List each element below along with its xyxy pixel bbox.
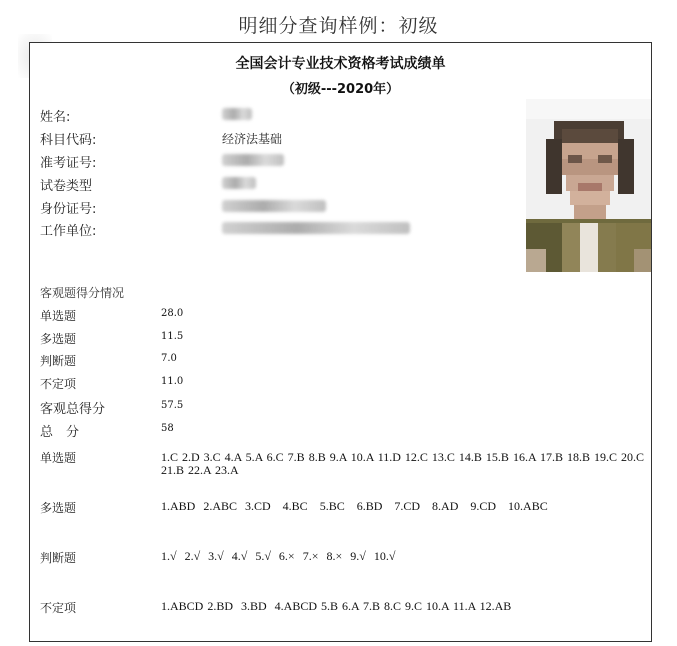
score-value: 28.0 bbox=[161, 308, 184, 319]
subject-code-value: 经济法基础 bbox=[222, 132, 283, 146]
score-value: 57.5 bbox=[161, 400, 184, 411]
paper-type-label: 试卷类型 bbox=[40, 179, 93, 194]
score-value: 7.0 bbox=[161, 353, 177, 364]
score-value: 11.5 bbox=[161, 331, 184, 342]
report-subtitle: （初级---2020年） bbox=[281, 82, 400, 97]
name-label: 姓名: bbox=[40, 110, 71, 125]
answer-value: 1.ABD 2.ABC 3.CD 4.BC 5.BC 6.BD 7.CD 8.AD 9.CD 10.ABC bbox=[161, 499, 548, 513]
employer-redacted bbox=[222, 222, 410, 234]
id-no-redacted bbox=[222, 200, 326, 212]
score-value: 11.0 bbox=[161, 376, 184, 387]
paper-type-redacted bbox=[222, 177, 256, 189]
score-label: 多选题 bbox=[40, 332, 77, 346]
candidate-photo bbox=[526, 99, 651, 272]
answer-label: 多选题 bbox=[40, 501, 77, 515]
employer-label: 工作单位: bbox=[40, 224, 97, 239]
score-label: 总 分 bbox=[40, 425, 80, 440]
answer-value: 1.C 2.D 3.C 4.A 5.A 6.C 7.B 8.B 9.A 10.A 11.D 12.C 13.C 14.B 15.B 16.A 17.B 18.B 19.C 20.C 21.B 22.A 23.A bbox=[161, 450, 644, 477]
report-title: 全国会计专业技术资格考试成绩单 bbox=[235, 56, 446, 72]
id-no-label: 身份证号: bbox=[40, 202, 97, 217]
page-heading: 明细分查询样例：初级 bbox=[238, 15, 439, 37]
name-redacted bbox=[222, 108, 252, 120]
answer-value: 1.√ 2.√ 3.√ 4.√ 5.√ 6.× 7.× 8.× 9.√ 10.√ bbox=[161, 549, 396, 563]
score-label: 客观总得分 bbox=[40, 402, 106, 417]
score-value: 58 bbox=[161, 423, 174, 434]
answer-label: 不定项 bbox=[40, 601, 77, 615]
score-label: 不定项 bbox=[40, 377, 77, 391]
objective-section-label: 客观题得分情况 bbox=[40, 286, 125, 300]
answer-label: 单选题 bbox=[40, 451, 77, 465]
subject-code-label: 科目代码: bbox=[40, 133, 97, 148]
score-report-card bbox=[29, 42, 652, 642]
score-label: 判断题 bbox=[40, 354, 77, 368]
admission-no-label: 准考证号: bbox=[40, 156, 97, 171]
answer-label: 判断题 bbox=[40, 551, 77, 565]
admission-no-redacted bbox=[222, 154, 284, 166]
answer-value: 1.ABCD 2.BD 3.BD 4.ABCD 5.B 6.A 7.B 8.C 9.C 10.A 11.A 12.AB bbox=[161, 599, 512, 613]
score-label: 单选题 bbox=[40, 309, 77, 323]
